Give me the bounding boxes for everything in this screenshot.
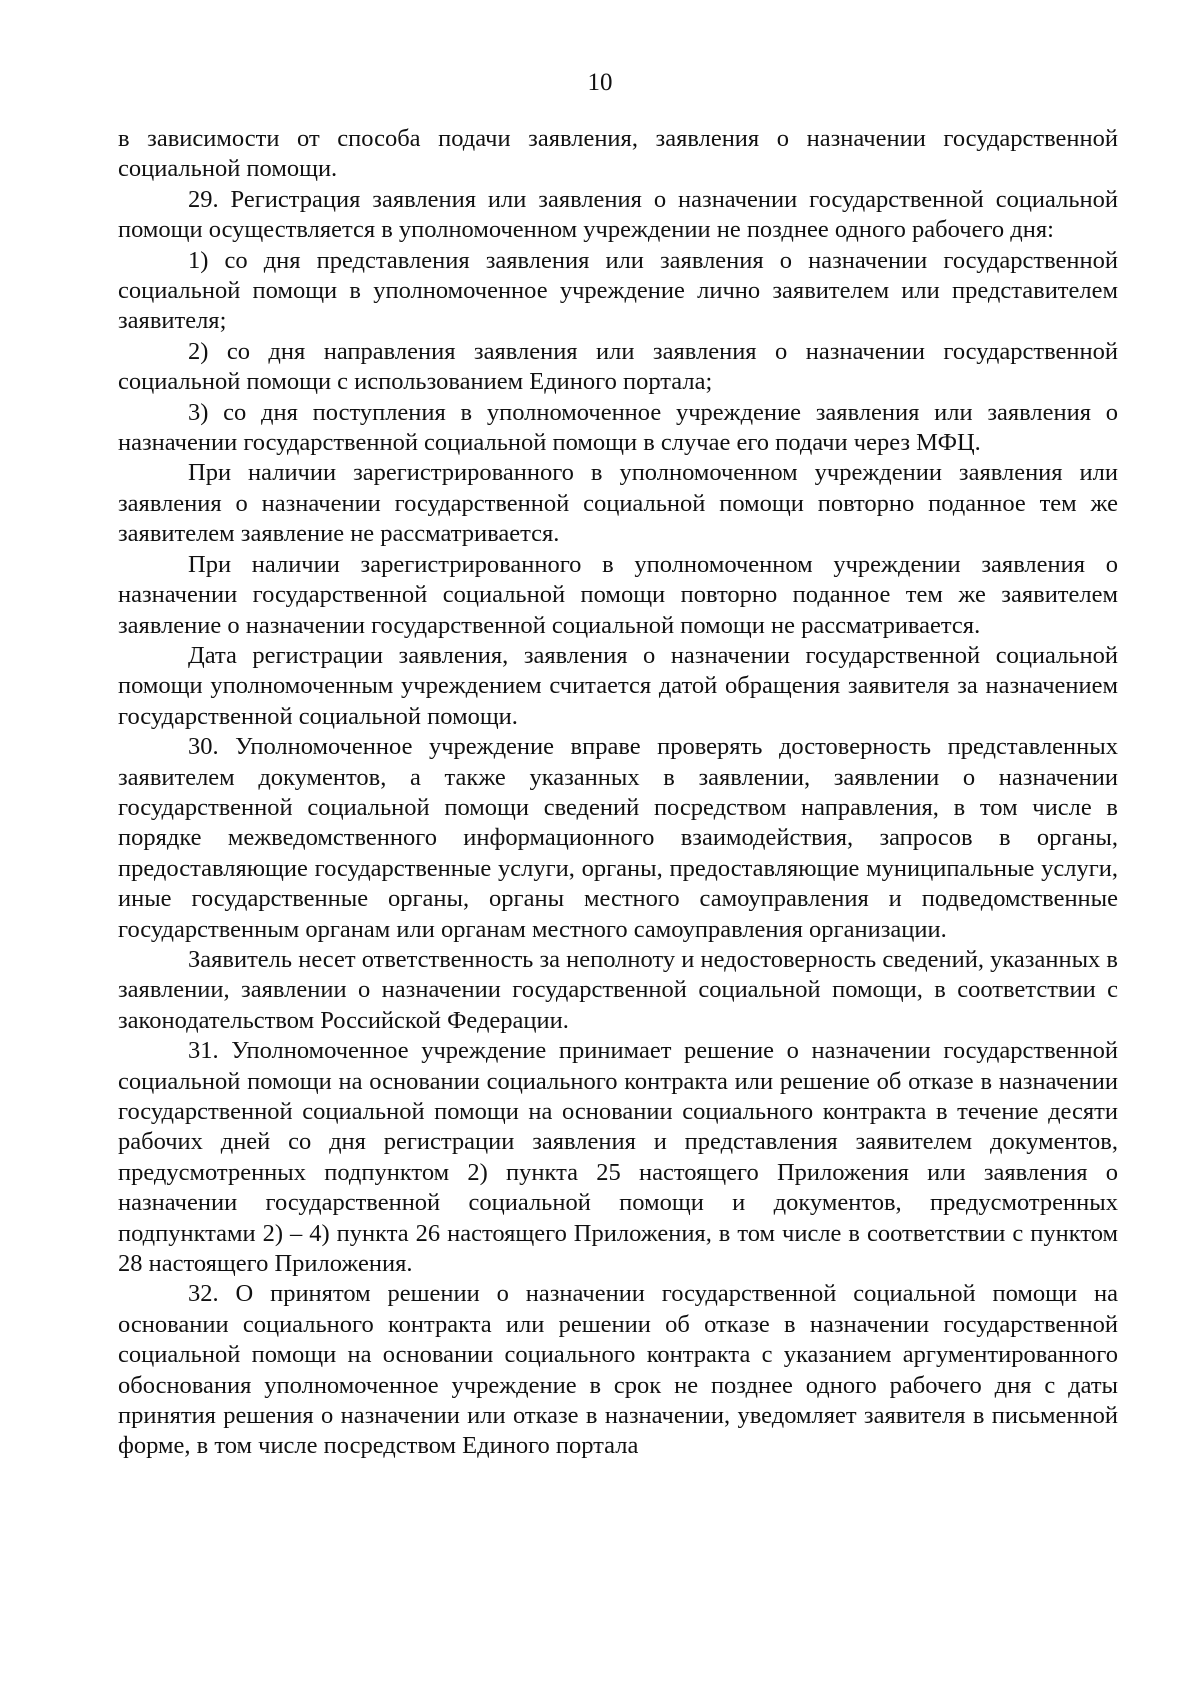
paragraph-applicant-responsibility: Заявитель несет ответственность за неполноту и недостоверность сведений, указанных в заявлении, заявлении о назначении государственной социальной помощи, в соответствии с законодательством Российской Федерации.	[118, 945, 1118, 1034]
paragraph-repeat-assistance-application: При наличии зарегистрированного в уполномоченном учреждении заявления о назначении государственной социальной помощи повторно поданное тем же заявителем заявление о назначении государственной социальной помощи не рассматривается.	[118, 550, 1118, 639]
paragraph-registration-date: Дата регистрации заявления, заявления о назначении государственной социальной помощи уполномоченным учреждением считается датой обращения заявителя за назначением государственной социальной помощи.	[118, 641, 1118, 730]
paragraph-repeat-application: При наличии зарегистрированного в уполномоченном учреждении заявления или заявления о назначении государственной социальной помощи повторно поданное тем же заявителем заявление не рассматривается.	[118, 459, 1118, 548]
page-number: 10	[587, 69, 613, 96]
paragraph-subitem-2: 2) со дня направления заявления или заявления о назначении государственной социальной помощи с использованием Единого портала;	[118, 337, 1118, 396]
paragraph-item-29: 29. Регистрация заявления или заявления о назначении государственной социальной помощи осуществляется в уполномоченном учреждении не позднее одного рабочего дня:	[118, 185, 1118, 244]
paragraph-subitem-3: 3) со дня поступления в уполномоченное учреждение заявления или заявления о назначении государственной социальной помощи в случае его подачи через МФЦ.	[118, 398, 1118, 457]
paragraph-item-30: 30. Уполномоченное учреждение вправе проверять достоверность представленных заявителем документов, а также указанных в заявлении, заявлении о назначении государственной социальной помощи сведений посредством направления, в том числе в порядке межведомственного информационного взаимодействия, запросов в органы, предоставляющие государственные услуги, органы, предоставляющие муниципальные услуги, иные государственные органы, органы местного самоуправления и подведомственные государственным органам или органам местного самоуправления организации.	[118, 733, 1118, 943]
paragraph-continuation: в зависимости от способа подачи заявления, заявления о назначении государственной социальной помощи.	[118, 125, 1118, 183]
document-body	[118, 124, 1118, 1462]
paragraph-item-32: 32. О принятом решении о назначении государственной социальной помощи на основании социального контракта или решении об отказе в назначении государственной социальной помощи на основании социального контракта с указанием аргументированного обоснования уполномоченное учреждение в срок не позднее одного рабочего дня с даты принятия решения о назначении или отказе в назначении, уведомляет заявителя в письменной форме, в том числе посредством Единого портала	[118, 1280, 1118, 1460]
paragraph-subitem-1: 1) со дня представления заявления или заявления о назначении государственной социальной помощи в уполномоченное учреждение лично заявителем или представителем заявителя;	[118, 246, 1118, 335]
paragraph-item-31: 31. Уполномоченное учреждение принимает решение о назначении государственной социальной помощи на основании социального контракта или решение об отказе в назначении государственной социальной помощи на основании социального контракта в течение десяти рабочих дней со дня регистрации заявления и представления заявителем документов, предусмотренных подпунктом 2) пункта 25 настоящего Приложения или заявления о назначении государственной социальной помощи и документов, предусмотренных подпунктами 2) – 4) пункта 26 настоящего Приложения, в том числе в соответствии с пунктом 28 настоящего Приложения.	[118, 1037, 1118, 1278]
